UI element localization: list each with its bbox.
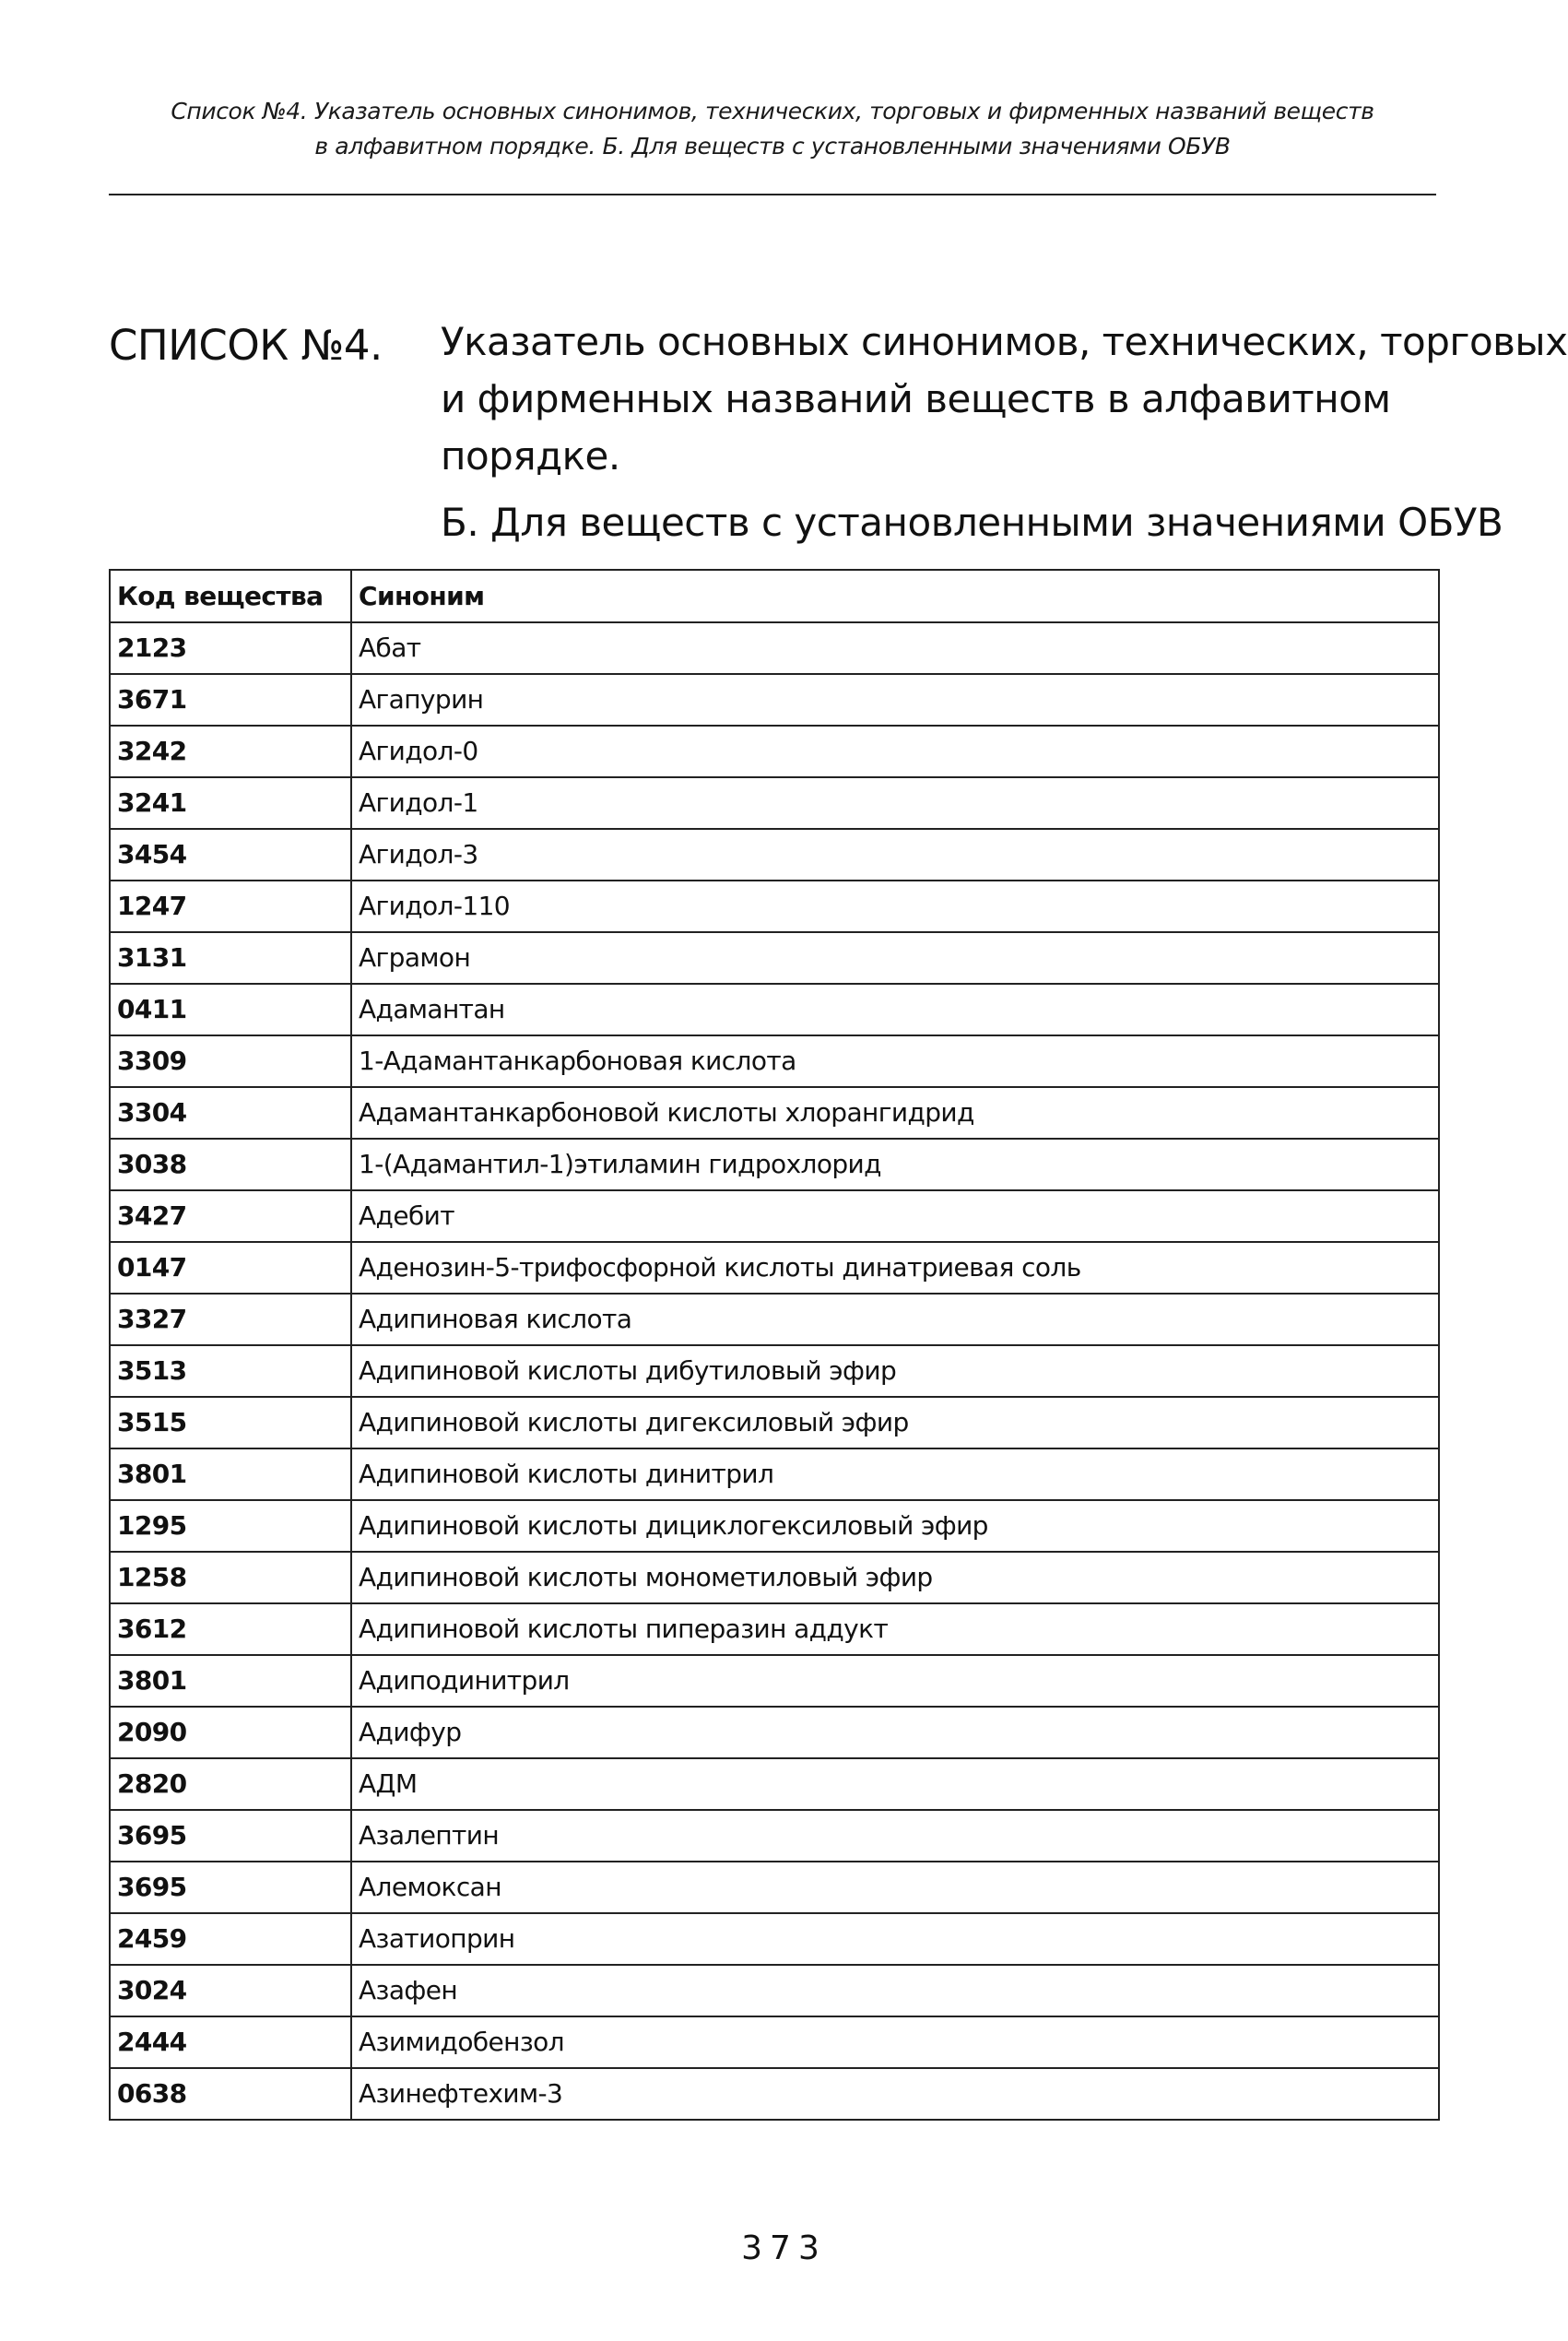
synonym-cell: Адамантанкарбоновой кислоты хлорангидрид [351, 1087, 1439, 1139]
substance-code-cell: 3309 [110, 1035, 351, 1087]
substance-code-cell: 3304 [110, 1087, 351, 1139]
substance-code-cell: 1258 [110, 1552, 351, 1603]
substance-code-cell: 1295 [110, 1500, 351, 1552]
synonym-cell: Азалептин [351, 1810, 1439, 1862]
synonym-cell: Адипиновой кислоты динитрил [351, 1448, 1439, 1500]
synonym-cell: Адипиновой кислоты дибутиловый эфир [351, 1345, 1439, 1397]
table-row [110, 984, 1439, 1035]
substance-code-cell: 2820 [110, 1758, 351, 1810]
table-row [110, 1810, 1439, 1862]
table-row [110, 1448, 1439, 1500]
list-title [441, 313, 1568, 485]
column-header-synonym: Синоним [351, 570, 1439, 622]
table-header-row [110, 570, 1439, 622]
synonym-cell: Агидол-1 [351, 777, 1439, 829]
substance-code-cell: 3242 [110, 726, 351, 777]
running-header-line-2: в алфавитном порядке. Б. Для веществ с установленными значениями ОБУВ [314, 133, 1231, 160]
synonym-cell: Азатиоприн [351, 1913, 1439, 1965]
table-row [110, 2068, 1439, 2120]
column-header-code: Код вещества [110, 570, 351, 622]
synonym-cell: Азафен [351, 1965, 1439, 2016]
table-row [110, 1603, 1439, 1655]
table-row [110, 1242, 1439, 1294]
substance-code-cell: 0147 [110, 1242, 351, 1294]
synonym-cell: Адипиновая кислота [351, 1294, 1439, 1345]
substance-code-cell: 3513 [110, 1345, 351, 1397]
synonyms-table [109, 569, 1440, 2121]
table-row [110, 1965, 1439, 2016]
substance-code-cell: 2123 [110, 622, 351, 674]
table-row [110, 1190, 1439, 1242]
table-row [110, 1862, 1439, 1913]
synonym-cell: Агидол-3 [351, 829, 1439, 881]
list-title-line: Указатель основных синонимов, технических, торговых [441, 319, 1568, 364]
substance-code-cell: 3327 [110, 1294, 351, 1345]
table-row [110, 726, 1439, 777]
synonym-cell: Алемоксан [351, 1862, 1439, 1913]
running-header [109, 94, 1436, 164]
synonym-cell: АДМ [351, 1758, 1439, 1810]
synonym-cell: Агидол-0 [351, 726, 1439, 777]
substance-code-cell: 0638 [110, 2068, 351, 2120]
synonym-cell: Абат [351, 622, 1439, 674]
table-row [110, 622, 1439, 674]
table-row [110, 674, 1439, 726]
substance-code-cell: 2459 [110, 1913, 351, 1965]
substance-code-cell: 3801 [110, 1448, 351, 1500]
table-row [110, 1294, 1439, 1345]
table-row [110, 1655, 1439, 1707]
substance-code-cell: 3024 [110, 1965, 351, 2016]
list-subtitle: Б. Для веществ с установленными значениями ОБУВ [441, 500, 1503, 545]
synonym-cell: Адамантан [351, 984, 1439, 1035]
table-row [110, 1500, 1439, 1552]
substance-code-cell: 3241 [110, 777, 351, 829]
table-row [110, 2016, 1439, 2068]
substance-code-cell: 3695 [110, 1810, 351, 1862]
substance-code-cell: 3131 [110, 932, 351, 984]
substance-code-cell: 1247 [110, 881, 351, 932]
synonym-cell: Адифур [351, 1707, 1439, 1758]
substance-code-cell: 3801 [110, 1655, 351, 1707]
synonym-cell: Азинефтехим-3 [351, 2068, 1439, 2120]
synonym-cell: Агапурин [351, 674, 1439, 726]
table-body [110, 622, 1439, 2120]
substance-code-cell: 3671 [110, 674, 351, 726]
table-row [110, 881, 1439, 932]
synonym-cell: 1-(Адамантил-1)этиламин гидрохлорид [351, 1139, 1439, 1190]
synonym-cell: 1-Адамантанкарбоновая кислота [351, 1035, 1439, 1087]
running-header-line-1: Список №4. Указатель основных синонимов, технических, торговых и фирменных названий веществ [171, 98, 1374, 124]
header-divider [109, 194, 1436, 195]
synonym-cell: Адиподинитрил [351, 1655, 1439, 1707]
synonym-cell: Адипиновой кислоты дигексиловый эфир [351, 1397, 1439, 1448]
synonym-cell: Адебит [351, 1190, 1439, 1242]
table-row [110, 1707, 1439, 1758]
page-number: 373 [741, 2229, 827, 2267]
table-row [110, 932, 1439, 984]
synonym-cell: Агидол-110 [351, 881, 1439, 932]
table-row [110, 1087, 1439, 1139]
substance-code-cell: 3038 [110, 1139, 351, 1190]
table-row [110, 1397, 1439, 1448]
substance-code-cell: 3427 [110, 1190, 351, 1242]
substance-code-cell: 2444 [110, 2016, 351, 2068]
substance-code-cell: 3515 [110, 1397, 351, 1448]
table-row [110, 1139, 1439, 1190]
synonym-cell: Адипиновой кислоты монометиловый эфир [351, 1552, 1439, 1603]
list-title-line: порядке. [441, 433, 620, 479]
synonym-cell: Аденозин-5-трифосфорной кислоты динатриевая соль [351, 1242, 1439, 1294]
substance-code-cell: 0411 [110, 984, 351, 1035]
table-row [110, 1035, 1439, 1087]
table-row [110, 1913, 1439, 1965]
table-row [110, 1758, 1439, 1810]
substance-code-cell: 3454 [110, 829, 351, 881]
list-title-line: и фирменных названий веществ в алфавитном [441, 376, 1391, 421]
list-number: СПИСОК №4. [109, 321, 383, 370]
synonym-cell: Азимидобензол [351, 2016, 1439, 2068]
substance-code-cell: 3612 [110, 1603, 351, 1655]
substance-code-cell: 2090 [110, 1707, 351, 1758]
table-row [110, 777, 1439, 829]
substance-code-cell: 3695 [110, 1862, 351, 1913]
synonym-cell: Адипиновой кислоты дициклогексиловый эфир [351, 1500, 1439, 1552]
synonym-cell: Аграмон [351, 932, 1439, 984]
table-row [110, 829, 1439, 881]
table-row [110, 1345, 1439, 1397]
table-row [110, 1552, 1439, 1603]
synonym-cell: Адипиновой кислоты пиперазин аддукт [351, 1603, 1439, 1655]
